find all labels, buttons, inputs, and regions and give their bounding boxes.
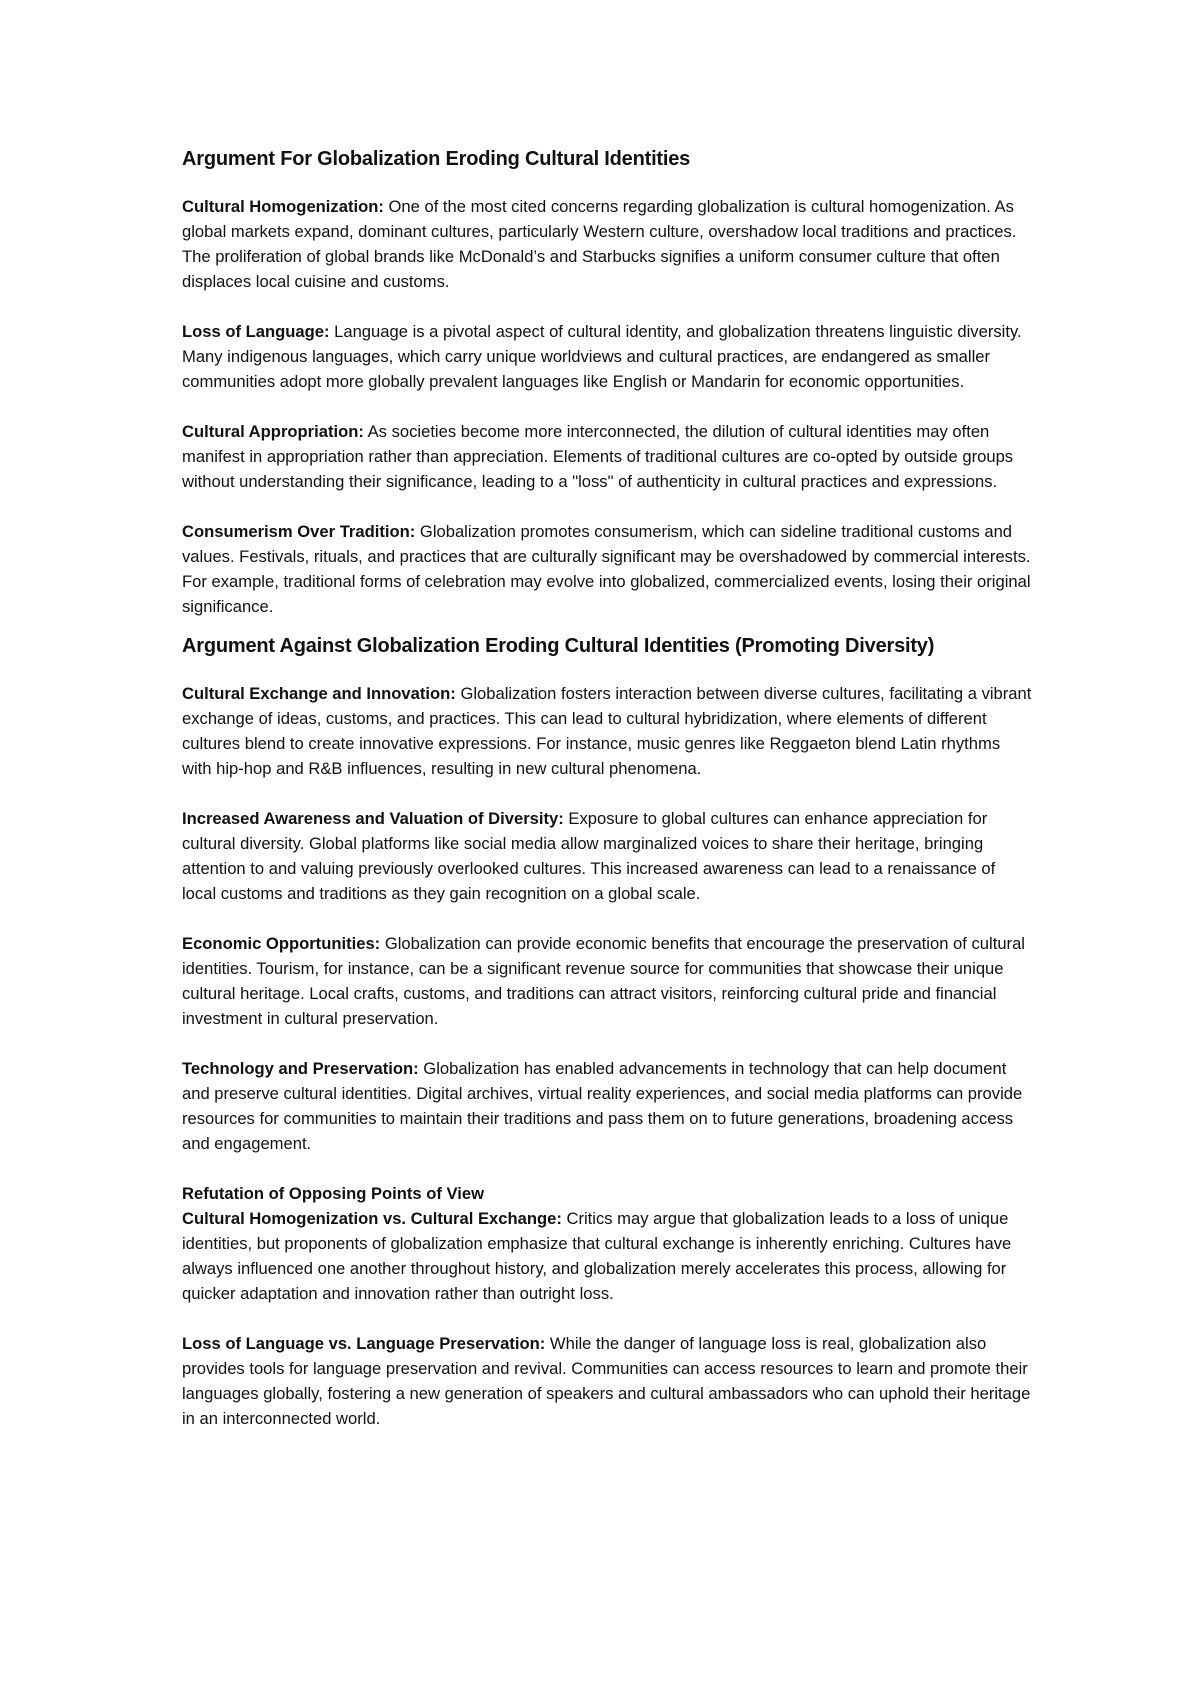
paragraph-text: Exposure to global cultures can enhance appreciation for cultural diversity. Global platforms like social media allow marginalized voices to share their heritage, bringing attention to and valuing previously overlooked cultures. This increased awareness can lead to a renaissance of local customs and traditions as they gain recognition on a global scale. [182, 809, 996, 903]
paragraph-term: Economic Opportunities: [182, 934, 381, 953]
paragraph-term: Consumerism Over Tradition: [182, 522, 416, 541]
paragraph-text: While the danger of language loss is real, globalization also provides tools for language preservation and revival. Communities can access resources to learn and promote their languages globally, fostering a new generation of speakers and cultural ambassadors who can uphold their heritage in an interconnected world. [182, 1334, 1031, 1428]
paragraph-economic-opportunities [182, 931, 1032, 1031]
paragraph-text: One of the most cited concerns regarding globalization is cultural homogenization. As global markets expand, dominant cultures, particularly Western culture, overshadow local traditions and practices. The proliferation of global brands like McDonald’s and Starbucks signifies a uniform consumer culture that often displaces local cuisine and customs. [182, 197, 1017, 291]
paragraph-increased-awareness [182, 806, 1032, 906]
paragraph-term: Cultural Exchange and Innovation: [182, 684, 456, 703]
paragraph-language-loss-vs-preservation [182, 1331, 1032, 1431]
paragraph-term: Increased Awareness and Valuation of Diversity: [182, 809, 564, 828]
paragraph-text: Globalization promotes consumerism, which can sideline traditional customs and values. Festivals, rituals, and practices that are culturally significant may be overshadowed by commercial interests. For example, traditional forms of celebration may evolve into globalized, commercialized events, losing their original significance. [182, 522, 1031, 616]
paragraph-text: Language is a pivotal aspect of cultural identity, and globalization threatens linguistic diversity. Many indigenous languages, which carry unique worldviews and cultural practices, are endangered as smaller communities adopt more globally prevalent languages like English or Mandarin for economic opportunities. [182, 322, 1022, 391]
paragraph-text: Globalization can provide economic benefits that encourage the preservation of cultural identities. Tourism, for instance, can be a significant revenue source for communities that showcase their unique cultural heritage. Local crafts, customs, and traditions can attract visitors, reinforcing cultural pride and financial investment in cultural preservation. [182, 934, 1025, 1028]
paragraph-cultural-appropriation [182, 419, 1032, 494]
paragraph-homogenization-vs-exchange [182, 1206, 1032, 1306]
paragraph-term: Cultural Homogenization vs. Cultural Exchange: [182, 1209, 562, 1228]
paragraph-loss-of-language [182, 319, 1032, 394]
paragraph-term: Loss of Language: [182, 322, 330, 341]
paragraph-term: Loss of Language vs. Language Preservation: [182, 1334, 546, 1353]
section-heading-against: Argument Against Globalization Eroding Cultural Identities (Promoting Diversity) [182, 635, 935, 657]
paragraph-cultural-exchange [182, 681, 1032, 781]
paragraph-technology-preservation [182, 1056, 1032, 1156]
paragraph-term: Cultural Homogenization: [182, 197, 384, 216]
paragraph-text: Globalization fosters interaction between diverse cultures, facilitating a vibrant exchange of ideas, customs, and practices. This can lead to cultural hybridization, where elements of different cultures blend to create innovative expressions. For instance, music genres like Reggaeton blend Latin rhythms with hip-hop and R&B influences, resulting in new cultural phenomena. [182, 684, 1032, 778]
document-page [182, 146, 1032, 1456]
paragraph-cultural-homogenization [182, 194, 1032, 294]
refutation-heading: Refutation of Opposing Points of View [182, 1184, 485, 1203]
paragraph-text: Globalization has enabled advancements in technology that can help document and preserve cultural identities. Digital archives, virtual reality experiences, and social media platforms can provide resources for communities to maintain their traditions and pass them on to future generations, broadening access and engagement. [182, 1059, 1023, 1153]
paragraph-consumerism-over-tradition [182, 519, 1032, 619]
paragraph-term: Cultural Appropriation: [182, 422, 364, 441]
paragraph-term: Technology and Preservation: [182, 1059, 419, 1078]
paragraph-text: Critics may argue that globalization leads to a loss of unique identities, but proponents of globalization emphasize that cultural exchange is inherently enriching. Cultures have always influenced one another throughout history, and globalization merely accelerates this process, allowing for quicker adaptation and innovation rather than outright loss. [182, 1209, 1012, 1303]
section-heading-for: Argument For Globalization Eroding Cultural Identities [182, 148, 691, 170]
paragraph-text: As societies become more interconnected, the dilution of cultural identities may often manifest in appropriation rather than appreciation. Elements of traditional cultures are co-opted by outside groups without understanding their significance, leading to a "loss" of authenticity in cultural practices and expressions. [182, 422, 1014, 491]
